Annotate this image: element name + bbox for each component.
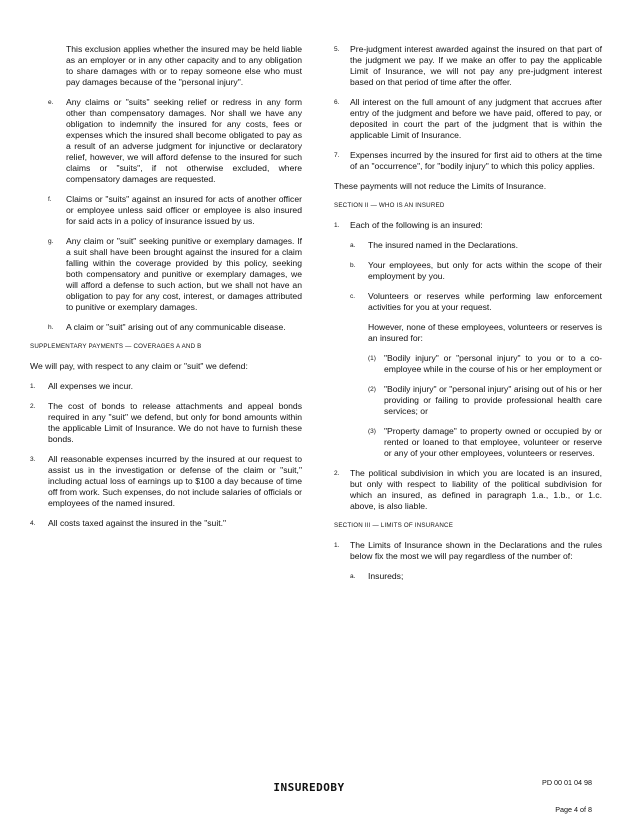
item-marker: e.: [48, 99, 54, 106]
however-list: [334, 353, 602, 459]
item-text: All costs taxed against the insured in the "suit.": [48, 518, 227, 528]
item-marker: b.: [350, 262, 356, 269]
payment-item: [30, 381, 302, 392]
item-text: The cost of bonds to release attachments and appeal bonds required in any "suit" we defend, but only for bond amounts within the applicable Limit of Insurance. We do not have to furnish these bonds.: [48, 401, 302, 444]
item-text: Insureds;: [368, 571, 404, 581]
item-marker: (3): [368, 428, 376, 435]
payments-list-continued: [334, 44, 602, 172]
item-marker: 1.: [334, 542, 340, 549]
section-header-who-is-an-insured: SECTION II — WHO IS AN INSURED: [334, 202, 445, 209]
item-text: Expenses incurred by the insured for first aid to others at the time of an "occurrence", for "bodily injury" to which this policy applies.: [350, 150, 602, 171]
exclusion-list: [30, 97, 302, 333]
item-text: Each of the following is an insured:: [350, 220, 483, 230]
item-text: Any claims or "suits" seeking relief or redress in any form other than compensatory damages. Nor shall we have any obligation to indemnify the insured for any costs, fees or expenses which the insured shall become obligated to pay as a result of an adverse judgment for injunctive or declaratory relief, however, we will afford defense to the insured for such claims or "suits", if not otherwise excluded, where compensatory damages are requested.: [66, 97, 302, 184]
item-text: Any claim or "suit" seeking punitive or exemplary damages. If a suit shall have been brought against the insured for a claim falling within the coverage provided by this policy, seeking both compensatory and punitive or exemplary damages, we will afford a defense to such action, but we shall not have an obligation to pay for any cost, interest, or damages attributed to punitive or exemplary damages.: [66, 236, 302, 312]
payment-item: [334, 97, 602, 141]
exclusion-item: [48, 97, 302, 185]
insured-item: [334, 220, 602, 231]
item-marker: 4.: [30, 520, 36, 527]
item-marker: c.: [350, 293, 356, 300]
insured-item: [334, 468, 602, 512]
item-marker: 7.: [334, 152, 340, 159]
exclusion-item: [48, 322, 302, 333]
item-marker: 3.: [30, 456, 36, 463]
item-text: The Limits of Insurance shown in the Declarations and the rules below fix the most we will pay regardless of the number of:: [350, 540, 602, 561]
item-marker: h.: [48, 324, 54, 331]
payments-note: These payments will not reduce the Limits of Insurance.: [334, 181, 547, 191]
payment-item: [334, 44, 602, 88]
exclusion-intro: This exclusion applies whether the insured may be held liable as an employer or in any other capacity and to any obligation to share damages with or to repay someone else who must pay damages because of the "personal injury".: [66, 44, 302, 87]
exclusion-item: [48, 236, 302, 313]
payments-list: [30, 381, 302, 529]
item-marker: (1): [368, 355, 376, 362]
page-number: Page 4 of 8: [555, 805, 592, 814]
item-text: Pre-judgment interest awarded against the insured on that part of the judgment we pay. If we make an offer to pay the applicable Limit of Insurance, we will not pay any pre-judgment interest based on that period of time after the offer.: [350, 44, 602, 87]
watermark-stamp: INSUREDOBY: [273, 781, 345, 794]
item-text: "Bodily injury" or "personal injury" to you or to a co-employee while in the course of his or her employment or: [384, 353, 602, 374]
insured-sub-list: [334, 240, 602, 313]
left-column: [30, 44, 302, 538]
however-item: [368, 384, 602, 417]
item-marker: 1.: [334, 222, 340, 229]
item-marker: 6.: [334, 99, 340, 106]
item-text: Claims or "suits" against an insured for acts of another officer or employee unless said officer or employee is also insured for said acts in a policy of insurance issued by us.: [66, 194, 302, 226]
limits-item: [334, 540, 602, 562]
form-number: PD 00 01 04 98: [542, 778, 592, 787]
item-marker: g.: [48, 238, 54, 245]
payment-item: [30, 518, 302, 529]
item-marker: a.: [350, 573, 356, 580]
section-header-limits-of-insurance: SECTION III — LIMITS OF INSURANCE: [334, 522, 454, 529]
however-item: [368, 353, 602, 375]
limits-sub-item: [350, 571, 602, 582]
exclusion-item: [48, 194, 302, 227]
item-marker: 1.: [30, 383, 36, 390]
item-text: All expenses we incur.: [48, 381, 134, 391]
right-column: [334, 44, 602, 591]
insured-sub-item: [350, 260, 602, 282]
item-marker: a.: [350, 242, 356, 249]
item-text: "Property damage" to property owned or occupied by or rented or loaned to that employee, volunteer or reserve or any of your other employees, volunteers or reserves.: [384, 426, 602, 458]
item-text: The insured named in the Declarations.: [368, 240, 518, 250]
insured-sub-item: [350, 240, 602, 251]
item-marker: 2.: [30, 403, 36, 410]
item-text: Volunteers or reserves while performing law enforcement activities for you at your request.: [368, 291, 602, 312]
however-item: [368, 426, 602, 459]
item-text: A claim or "suit" arising out of any communicable disease.: [66, 322, 286, 332]
item-marker: (2): [368, 386, 376, 393]
item-text: All interest on the full amount of any judgment that accrues after entry of the judgment and before we have paid, offered to pay, or deposited in court the part of the judgment that is within the applicable Limit of Insurance.: [350, 97, 602, 140]
item-marker: 2.: [334, 470, 340, 477]
item-text: All reasonable expenses incurred by the insured at our request to assist us in the investigation or defense of the claim or "suit," including actual loss of earnings up to $100 a day because of time off from work. Such expenses, do not include salaries of officials or employees of the named insured.: [48, 454, 302, 508]
item-text: "Bodily injury" or "personal injury" arising out of his or her providing or failing to provide professional health care services; or: [384, 384, 602, 416]
item-marker: f.: [48, 196, 52, 203]
item-text: Your employees, but only for acts within the scope of their employment by you.: [368, 260, 602, 281]
item-marker: 5.: [334, 46, 340, 53]
payments-lead: We will pay, with respect to any claim or "suit" we defend:: [30, 361, 248, 371]
payment-item: [334, 150, 602, 172]
payment-item: [30, 401, 302, 445]
item-text: The political subdivision in which you are located is an insured, but only with respect to liability of the political subdivision for which an insured, as defined in paragraph 1.a., 1.b., or 1.c. above, is also liable.: [350, 468, 602, 511]
section-header-supplementary-payments: SUPPLEMENTARY PAYMENTS — COVERAGES A AND B: [30, 343, 202, 350]
payment-item: [30, 454, 302, 509]
insured-sub-item: [350, 291, 602, 313]
however-text: However, none of these employees, volunteers or reserves is an insured for:: [368, 322, 602, 343]
